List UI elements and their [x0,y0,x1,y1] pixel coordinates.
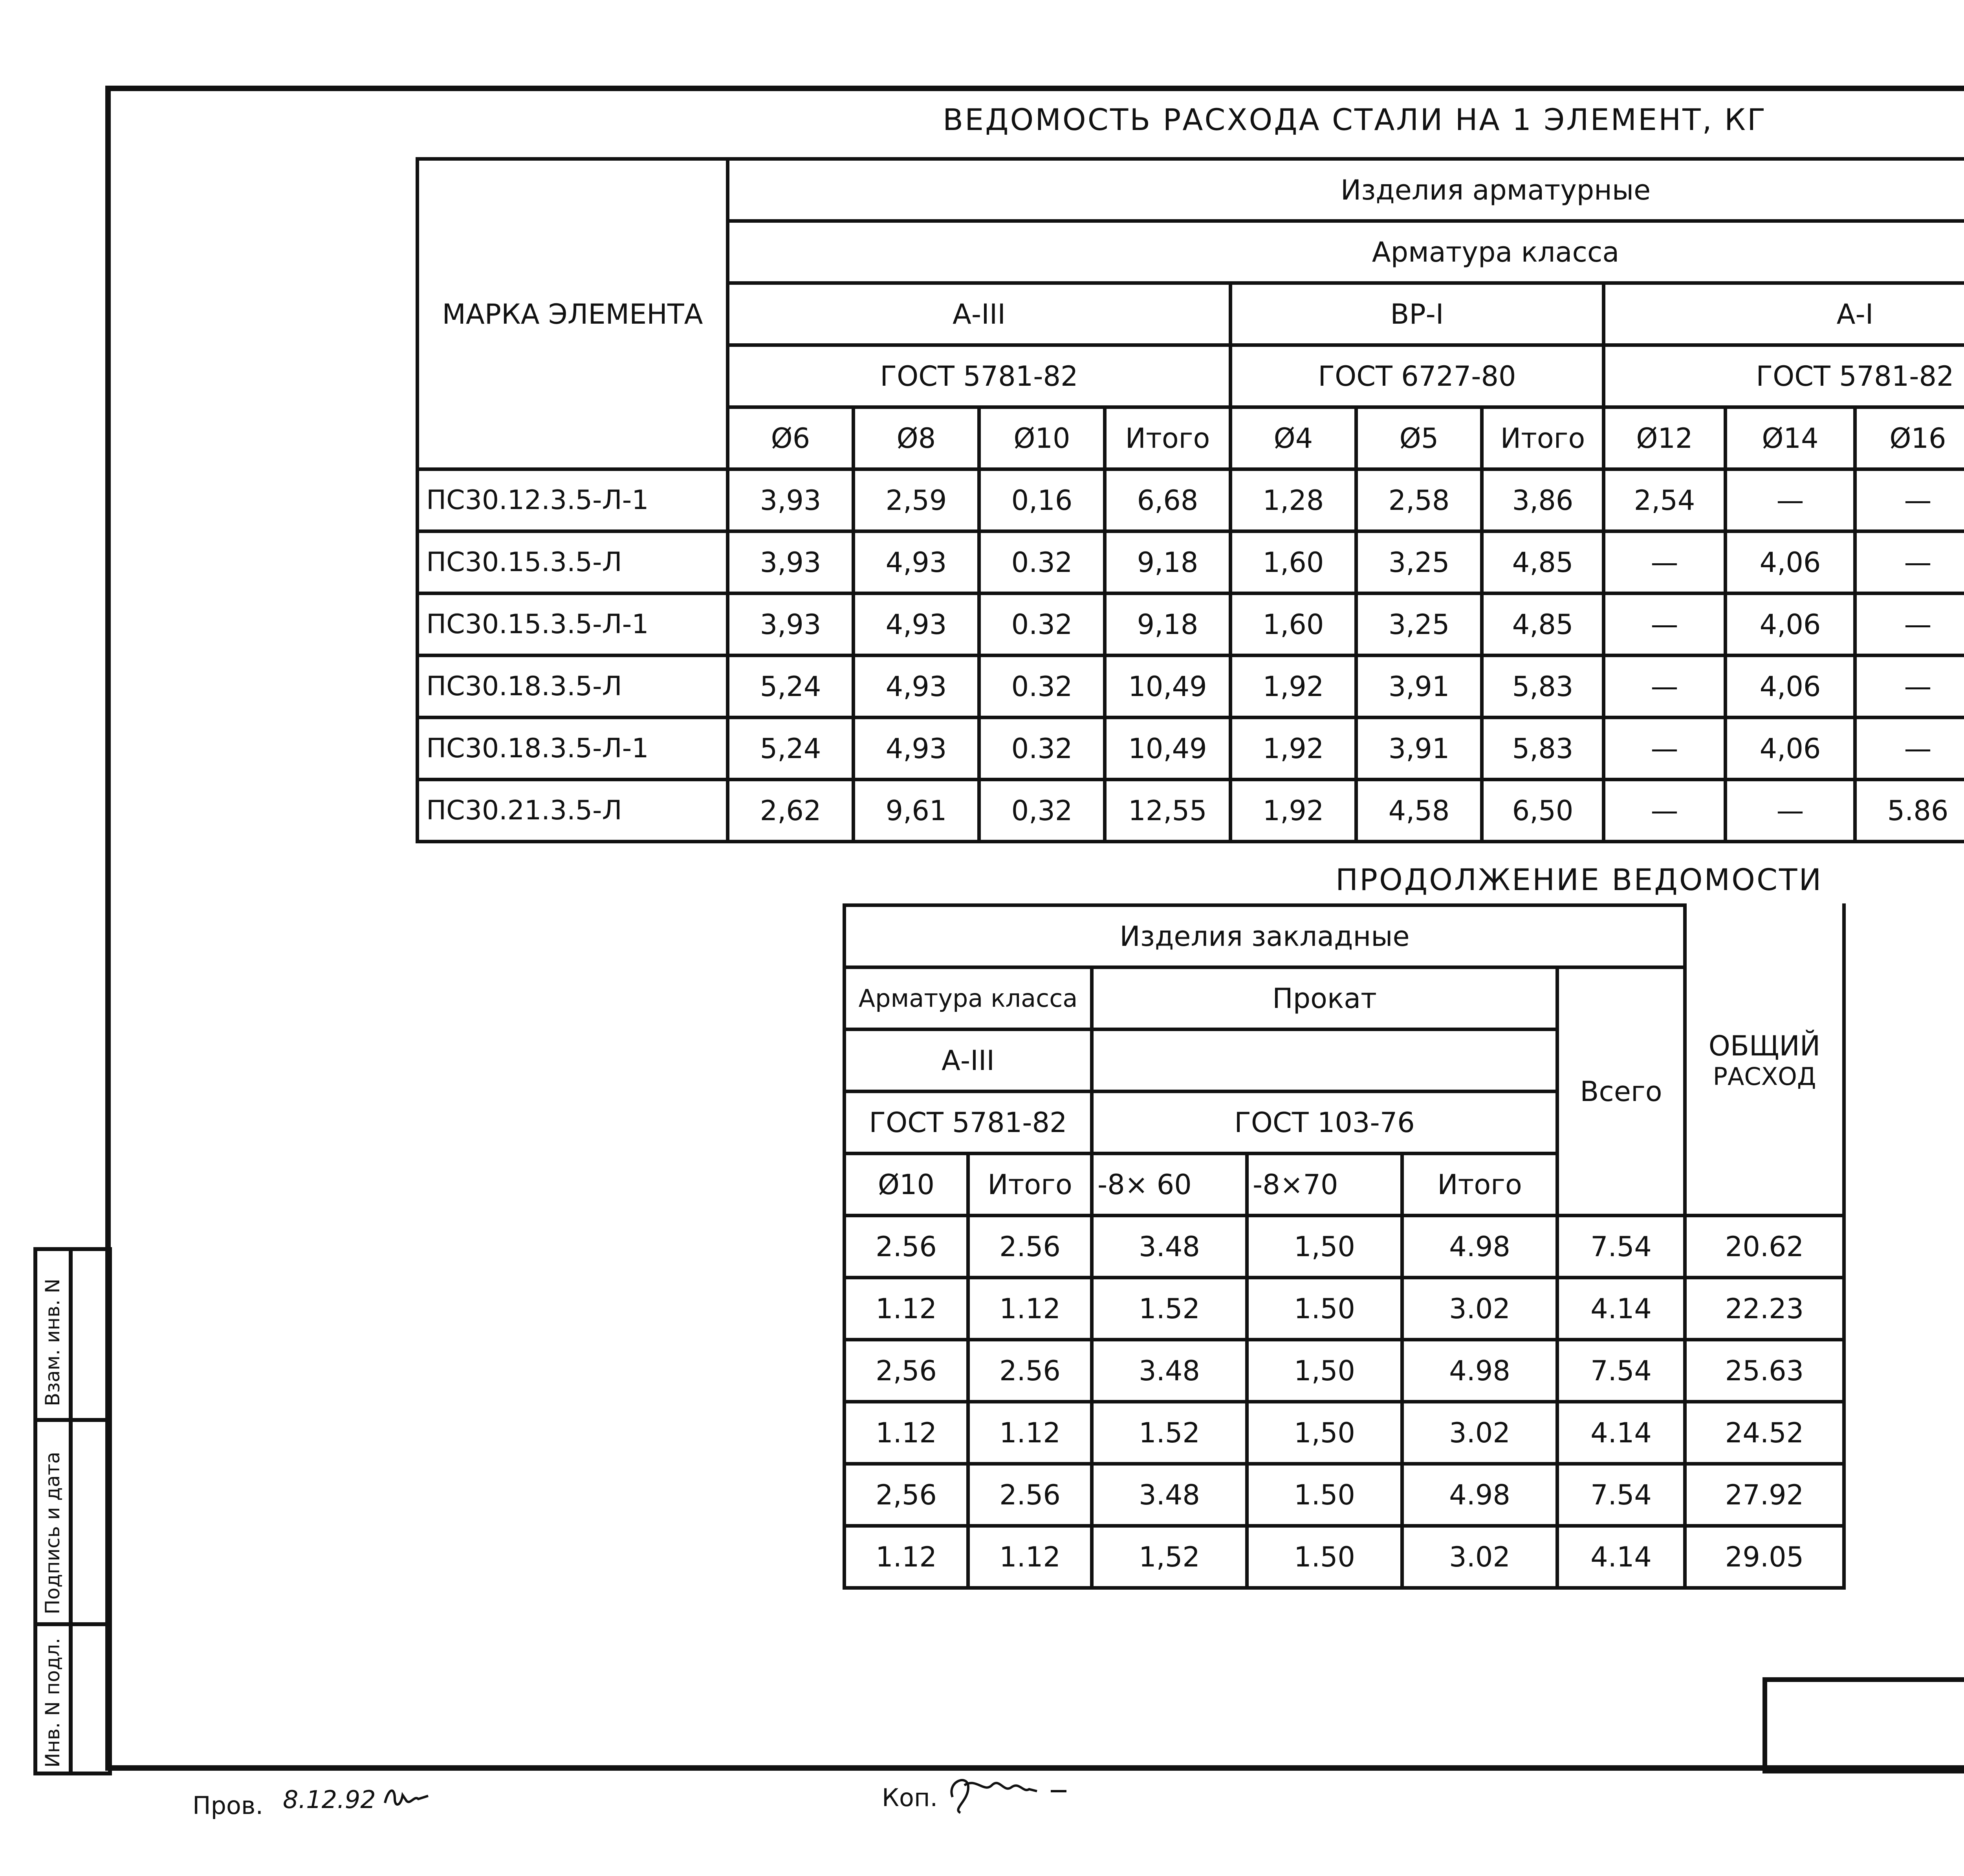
table-cell: 4,93 [854,531,979,594]
table-cell: 4.14 [1557,1402,1685,1464]
armatura-class-value: А-III [845,1030,1092,1092]
element-mark: ПС30.18.3.5-Л [418,656,728,718]
table-cell: 5.86 [1855,780,1964,842]
side-stamp-divider [33,1622,112,1626]
diameter-header: Ø10 [979,407,1105,469]
table-cell: 9,18 [1105,531,1231,594]
table-cell: 2.56 [968,1464,1092,1526]
table-cell: 4.98 [1402,1340,1557,1402]
table-cell: 29.05 [1685,1526,1844,1588]
subtotal-header: Итого [968,1154,1092,1216]
class-a1-header: А-I [1604,283,1964,345]
table-cell: 3,93 [728,531,854,594]
table-row [845,1340,1844,1402]
side-label-replacement: Взам. инв. N [41,1279,64,1406]
side-label-inventory: Инв. N подл. [41,1638,64,1768]
table-cell: 1.12 [968,1278,1092,1340]
title-block [1762,1677,1964,1773]
table-cell: 2,58 [1356,469,1482,531]
checked-date: 8.12.92 [283,1785,376,1814]
table-cell: — [1726,469,1855,531]
side-label-signature: Подпись и дата [41,1451,64,1614]
overall-consumption-header [1685,905,1844,1216]
diameter-header: Ø8 [854,407,979,469]
table-cell: 2,56 [845,1464,968,1526]
subtotal-header: Итого [1402,1154,1557,1216]
table-cell: 0.32 [979,594,1105,656]
table-cell: 2,59 [854,469,979,531]
gost-header: ГОСТ 5781-82 [1604,345,1964,407]
table-cell: 1.52 [1092,1278,1247,1340]
table-cell: 1,50 [1247,1402,1402,1464]
diameter-header: Ø4 [1231,407,1356,469]
diameter-header: Ø10 [845,1154,968,1216]
table-cell: 1.50 [1247,1526,1402,1588]
table-cell: 3,93 [728,469,854,531]
table-cell: 2.56 [845,1216,968,1278]
table-cell: 24.52 [1685,1402,1844,1464]
table-row [418,656,1964,718]
table-cell: 4.14 [1557,1278,1685,1340]
table-cell: 22.23 [1685,1278,1844,1340]
table-cell: 1,52 [1092,1526,1247,1588]
table-cell: 4,85 [1482,594,1604,656]
table-cell: 3,25 [1356,594,1482,656]
table-cell: 27.92 [1685,1464,1844,1526]
table-row [845,1216,1844,1278]
checker-signature [383,1783,430,1811]
armatura-class-header: Арматура класса [845,967,1092,1030]
table-cell: — [1604,656,1726,718]
table-cell: 1,92 [1231,656,1356,718]
checked-label: Пров. [192,1791,264,1820]
table-cell: 9,61 [854,780,979,842]
table-cell: 4.14 [1557,1526,1685,1588]
table-cell: 2,54 [1604,469,1726,531]
embedded-products-header: Изделия закладные [845,905,1685,967]
table-cell: 3.02 [1402,1278,1557,1340]
table-cell: 1,60 [1231,531,1356,594]
table-cell: 1.52 [1092,1402,1247,1464]
table-cell: 0.32 [979,656,1105,718]
table-cell: — [1604,718,1726,780]
table-cell: 3,86 [1482,469,1604,531]
table-row [418,531,1964,594]
table-row [845,1464,1844,1526]
table-cell: 4,06 [1726,594,1855,656]
table-cell: 7.54 [1557,1216,1685,1278]
table-cell: 6,50 [1482,780,1604,842]
table-cell: 2.56 [968,1340,1092,1402]
table-cell: 2,56 [845,1340,968,1402]
diameter-header: Ø12 [1604,407,1726,469]
table-row [418,469,1964,531]
diameter-header: Ø5 [1356,407,1482,469]
subtotal-header: Итого [1105,407,1231,469]
table-cell: 4,58 [1356,780,1482,842]
table-cell: 4.98 [1402,1216,1557,1278]
reinforcement-class-header: Арматура класса [728,221,1964,283]
table-row [845,1526,1844,1588]
prokat-gost: ГОСТ 103-76 [1092,1092,1557,1154]
class-vr1-header: ВР-I [1231,283,1604,345]
profile-header: -8×70 [1247,1154,1402,1216]
table-row [418,780,1964,842]
table-row [418,718,1964,780]
table-cell: 3,25 [1356,531,1482,594]
table-cell: 4,93 [854,594,979,656]
table-cell: 1,60 [1231,594,1356,656]
class-a3-header: А-III [728,283,1231,345]
table-cell: 1.12 [845,1402,968,1464]
table-cell: 0.32 [979,718,1105,780]
table-cell: 1.50 [1247,1278,1402,1340]
table-cell: — [1855,594,1964,656]
copy-label: Коп. [882,1783,938,1812]
table-cell: 3.48 [1092,1464,1247,1526]
table-cell: 4.98 [1402,1464,1557,1526]
reinforcement-products-header: Изделия арматурные [728,159,1964,221]
table-cell: 5,83 [1482,718,1604,780]
table-cell: 4,06 [1726,531,1855,594]
table-cell: — [1855,656,1964,718]
table-cell: 4,85 [1482,531,1604,594]
table-cell: 4,93 [854,656,979,718]
gost-header: ГОСТ 5781-82 [728,345,1231,407]
table-cell: 1.12 [845,1278,968,1340]
element-mark: ПС30.21.3.5-Л [418,780,728,842]
diameter-header: Ø6 [728,407,854,469]
continuation-title: ПРОДОЛЖЕНИЕ ВЕДОМОСТИ [1336,862,1823,897]
overall-header-line2: РАСХОД [1713,1062,1816,1091]
table-cell: 2,62 [728,780,854,842]
table-row [845,1402,1844,1464]
mark-header: МАРКА ЭЛЕМЕНТА [418,159,728,469]
table-cell: 0,32 [979,780,1105,842]
embedded-products-table [843,903,1846,1590]
table-cell: 3.02 [1402,1402,1557,1464]
side-stamp-divider [33,1418,112,1422]
table-cell: 3.02 [1402,1526,1557,1588]
table-cell: 5,24 [728,656,854,718]
table-cell: 1.50 [1247,1464,1402,1526]
element-mark: ПС30.15.3.5-Л [418,531,728,594]
copier-signature [945,1770,1070,1817]
table-cell: — [1855,469,1964,531]
table-cell: — [1604,531,1726,594]
table-cell: 3,93 [728,594,854,656]
diameter-header: Ø14 [1726,407,1855,469]
table-cell: 1,92 [1231,780,1356,842]
table-cell: 1,28 [1231,469,1356,531]
table-cell: 7.54 [1557,1340,1685,1402]
table-cell: 1.12 [968,1526,1092,1588]
element-mark: ПС30.18.3.5-Л-1 [418,718,728,780]
table-row [845,1278,1844,1340]
table-cell: 9,18 [1105,594,1231,656]
table-cell: 25.63 [1685,1340,1844,1402]
table-cell: 20.62 [1685,1216,1844,1278]
table-cell: — [1604,780,1726,842]
armatura-gost: ГОСТ 5781-82 [845,1092,1092,1154]
embedded-total-header: Всего [1557,967,1685,1216]
table-cell: — [1855,531,1964,594]
table-cell: 4,93 [854,718,979,780]
table-cell: 10,49 [1105,656,1231,718]
table-cell: — [1855,718,1964,780]
prokat-class-value [1092,1030,1557,1092]
table-cell: 2.56 [968,1216,1092,1278]
profile-header: -8× 60 [1092,1154,1247,1216]
table-cell: 0.32 [979,531,1105,594]
table-cell: — [1604,594,1726,656]
table-cell: 3,91 [1356,718,1482,780]
table-cell: 3.48 [1092,1340,1247,1402]
table-cell: — [1726,780,1855,842]
table-row [418,594,1964,656]
gost-header: ГОСТ 6727-80 [1231,345,1604,407]
overall-header-line1: ОБЩИЙ [1708,1030,1821,1062]
table-cell: 12,55 [1105,780,1231,842]
table-cell: 0,16 [979,469,1105,531]
table-cell: 1.12 [968,1402,1092,1464]
table-cell: 1.12 [845,1526,968,1588]
subtotal-header: Итого [1482,407,1604,469]
table-cell: 3,91 [1356,656,1482,718]
table-cell: 1,50 [1247,1216,1402,1278]
table-cell: 1,92 [1231,718,1356,780]
table-cell: 5,83 [1482,656,1604,718]
table-cell: 3.48 [1092,1216,1247,1278]
table-cell: 7.54 [1557,1464,1685,1526]
prokat-header: Прокат [1092,967,1557,1030]
diameter-header: Ø16 [1855,407,1964,469]
table-cell: 1,50 [1247,1340,1402,1402]
steel-consumption-table [416,157,1964,843]
table-cell: 4,06 [1726,718,1855,780]
table-cell: 10,49 [1105,718,1231,780]
element-mark: ПС30.12.3.5-Л-1 [418,469,728,531]
table-cell: 4,06 [1726,656,1855,718]
table-cell: 6,68 [1105,469,1231,531]
table-title: ВЕДОМОСТЬ РАСХОДА СТАЛИ НА 1 ЭЛЕМЕНТ, КГ [943,102,1767,137]
element-mark: ПС30.15.3.5-Л-1 [418,594,728,656]
table-cell: 5,24 [728,718,854,780]
